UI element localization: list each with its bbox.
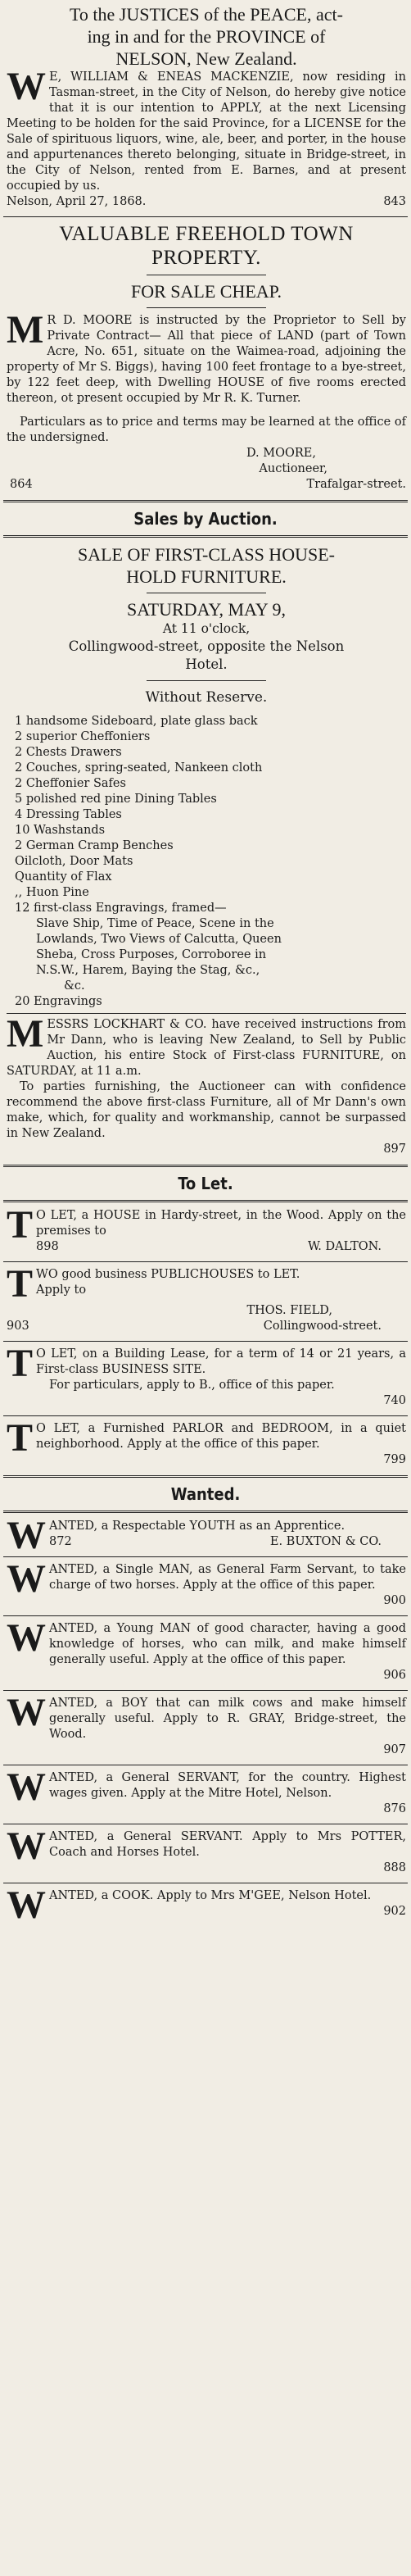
ad-signature: W. DALTON.: [307, 1240, 382, 1253]
ad-text: ANTED, a Single MAN, as General Farm Servant, to take charge of two horses. Apply at the office of this paper.: [49, 1563, 406, 1592]
signature-title: Auctioneer,: [259, 462, 327, 475]
ad-footer: [49, 1534, 406, 1550]
divider: [7, 1013, 406, 1014]
ad-body: [7, 1691, 406, 1742]
ad-number: 907: [383, 1743, 406, 1756]
freehold-ad: [3, 220, 408, 496]
ad-text: ANTED, a Young MAN of good character, having a good knowledge of horses, who can milk, and make himself generally useful. Apply at the office of this paper.: [49, 1622, 406, 1666]
auction-item-list: [7, 714, 406, 916]
dropcap: T: [7, 1416, 34, 1460]
ad-address: Collingwood-street.: [263, 1320, 382, 1333]
ad-number: 903: [7, 1320, 29, 1333]
auction-body-2: To parties furnishing, the Auctioneer can with confidence recommend the above first-class Furniture, all of Mr Dann's own make, which, for quality and workmanship, cannot be surpassed in New Zealand.: [7, 1080, 406, 1140]
dropcap: W: [7, 1616, 46, 1660]
ad-number: 876: [383, 1802, 406, 1815]
ad-text: ANTED, a BOY that can milk cows and make himself generally useful. Apply to R. GRAY, Bridge-street, the Wood.: [49, 1697, 406, 1741]
list-item: Oilcloth, Door Mats: [15, 855, 133, 868]
auction-date: SATURDAY, MAY 9,: [127, 599, 286, 620]
dropcap: W: [7, 1557, 46, 1601]
list-item: 2 superior Cheffoniers: [15, 730, 151, 743]
list-item: 12 first-class Engravings, framed—: [15, 902, 227, 915]
ad-text: ANTED, a Respectable YOUTH as an Apprentice.: [49, 1520, 346, 1533]
wanted-ad-7: [3, 1883, 408, 1927]
divider: [3, 1511, 408, 1513]
divider: [3, 1165, 408, 1167]
dropcap: W: [7, 1514, 46, 1557]
divider: [3, 1415, 408, 1416]
dropcap: T: [7, 1203, 34, 1247]
auction-time: At 11 o'clock,: [162, 621, 251, 636]
list-item: ,, Huon Pine: [15, 886, 89, 899]
engraving-list: [7, 916, 406, 994]
to-let-ad-4: [3, 1416, 408, 1471]
ad-signature: THOS. FIELD,: [246, 1304, 332, 1317]
dropcap: W: [7, 1691, 46, 1734]
list-item: 5 polished red pine Dining Tables: [15, 793, 217, 806]
notice-heading-line2: ing in and for the PROVINCE of: [87, 26, 326, 47]
divider: [3, 535, 408, 538]
ad-number: 897: [383, 1143, 406, 1156]
notice-heading-line3: NELSON, New Zealand.: [115, 48, 297, 69]
justices-notice: [3, 2, 408, 213]
auction-place-line2: Hotel.: [185, 656, 228, 672]
engraving-item: &c.: [64, 979, 85, 993]
ad-number: 906: [383, 1669, 406, 1682]
ad-number: 799: [383, 1453, 406, 1466]
ad-text: ANTED, a General SERVANT. Apply to Mrs POTTER, Coach and Horses Hotel.: [49, 1830, 406, 1859]
list-item: 1 handsome Sideboard, plate glass back: [15, 715, 258, 728]
engraving-item: Sheba, Cross Purposes, Corroboree in: [36, 948, 267, 961]
ad-title-line1: VALUABLE FREEHOLD TOWN: [59, 223, 354, 245]
divider: [3, 1615, 408, 1616]
engraving-item: N.S.W., Harem, Baying the Stag, &c.,: [36, 964, 260, 977]
notice-text: E, WILLIAM & ENEAS MACKENZIE, now residing in Tasman-street, in the City of Nelson, do hereby give notice that it is our intention to APPLY, at the next Licensing Meeting to be holden for the said Province, for a LICENSE for the Sale of spirituous liquors, wine, ale, beer, and porter, in the house and appurtenances thereto belonging, situate in Bridge-street, in the City of Nelson, rented from E. Barnes, and at present occupied by us.: [7, 70, 406, 193]
divider: [3, 1690, 408, 1691]
to-let-ad-1: [3, 1203, 408, 1258]
engraving-item: Slave Ship, Time of Peace, Scene in the: [36, 917, 274, 930]
auction-ad: [3, 542, 408, 1161]
divider: [3, 1475, 408, 1478]
divider: [3, 500, 408, 502]
list-item: 2 German Cramp Benches: [15, 839, 174, 852]
dropcap: W: [7, 65, 46, 108]
auction-body: [7, 1012, 406, 1079]
ad-number: 888: [383, 1861, 406, 1874]
short-divider: [147, 307, 266, 308]
section-heading-to-let: To Let.: [178, 1174, 233, 1193]
ad-number: 902: [383, 1905, 406, 1918]
list-item: 2 Chests Drawers: [15, 746, 122, 759]
wanted-ad-5: [3, 1765, 408, 1820]
ad-footer: [36, 1239, 406, 1255]
auction-place-line1: Collingwood-street, opposite the Nelson: [68, 638, 345, 654]
dropcap: M: [7, 308, 44, 352]
dropcap: W: [7, 1765, 46, 1809]
ad-text: WO good business PUBLICHOUSES to LET.: [36, 1268, 300, 1281]
section-heading-wanted: Wanted.: [170, 1484, 241, 1504]
short-divider: [147, 680, 266, 681]
dropcap: M: [7, 1012, 44, 1056]
ad-text: O LET, a Furnished PARLOR and BEDROOM, in a quiet neighborhood. Apply at the office of this paper.: [36, 1422, 406, 1451]
divider: [3, 1261, 408, 1262]
ad-number: 898: [36, 1240, 59, 1253]
ad-signature: E. BUXTON & CO.: [269, 1535, 382, 1548]
ad-text: R D. MOORE is instructed by the Proprietor to Sell by Private Contract— All that piece of LAND (part of Town Acre, No. 651, situate on the Waimea-road, adjoining the property of Mr S. Biggs), having 100 feet frontage to a bye-street, by 122 feet deep, with Dwelling HOUSE of five rooms erected thereon, ot present occupied by Mr R. K. Turner.: [7, 314, 406, 405]
ad-text: ANTED, a COOK. Apply to Mrs M'GEE, Nelson Hotel.: [49, 1889, 372, 1902]
ad-body: [7, 1616, 406, 1668]
ad-subtitle: FOR SALE CHEAP.: [131, 281, 282, 302]
wanted-ad-1: [3, 1514, 408, 1557]
auction-title-line1: SALE OF FIRST-CLASS HOUSE-: [78, 544, 335, 565]
signature-name: D. MOORE,: [246, 447, 316, 460]
auction-reserve: Without Reserve.: [145, 689, 268, 706]
notice-date: Nelson, April 27, 1868.: [7, 195, 147, 208]
wanted-ad-2: [3, 1557, 408, 1612]
ad-text: O LET, a HOUSE in Hardy-street, in the Wood. Apply on the premises to: [36, 1209, 406, 1238]
to-let-ad-3: [3, 1342, 408, 1412]
auction-title-line2: HOLD FURNITURE.: [126, 566, 287, 587]
ad-number: 900: [383, 1594, 406, 1607]
list-item: 10 Washstands: [15, 824, 106, 837]
ad-text: O LET, on a Building Lease, for a term of 14 or 21 years, a First-class BUSINESS SITE.: [36, 1347, 406, 1376]
list-item: Quantity of Flax: [15, 870, 112, 884]
ad-number: 843: [383, 195, 406, 208]
ad-footer: [7, 1319, 406, 1334]
section-heading-auction: Sales by Auction.: [133, 509, 278, 529]
ad-footer: [7, 477, 406, 493]
ad-body: [7, 308, 406, 407]
ad-particulars: Particulars as to price and terms may be learned at the office of the undersigned.: [7, 416, 406, 444]
wanted-ad-4: [3, 1691, 408, 1761]
ad-number: 740: [383, 1394, 406, 1407]
list-item: 2 Couches, spring-seated, Nankeen cloth: [15, 761, 263, 775]
divider: [3, 1341, 408, 1342]
ad-text: ANTED, a General SERVANT, for the country. Highest wages given. Apply at the Mitre Hotel, Nelson.: [49, 1771, 406, 1800]
ad-number: 872: [49, 1535, 72, 1548]
ad-body-2: For particulars, apply to B., office of this paper.: [49, 1379, 335, 1392]
dropcap: W: [7, 1883, 46, 1927]
ad-apply: Apply to: [36, 1283, 87, 1297]
notice-heading-line1: To the JUSTICES of the PEACE, act-: [70, 4, 343, 25]
wanted-ad-6: [3, 1824, 408, 1879]
notice-footer: [7, 194, 406, 210]
divider: [3, 216, 408, 217]
divider: [3, 1556, 408, 1557]
dropcap: T: [7, 1262, 34, 1306]
engraving-item: Lowlands, Two Views of Calcutta, Queen: [36, 933, 282, 946]
auction-text: ESSRS LOCKHART & CO. have received instructions from Mr Dann, who is leaving New Zealand, to Sell by Public Auction, his entire Stock of First-class FURNITURE, on SATURDAY, at 11 a.m.: [7, 1018, 406, 1078]
newspaper-column: [3, 0, 408, 1927]
list-item: 4 Dressing Tables: [15, 808, 122, 821]
ad-address: Trafalgar-street.: [306, 478, 406, 491]
notice-body: [7, 65, 406, 194]
dropcap: W: [7, 1824, 46, 1868]
list-item: 2 Cheffonier Safes: [15, 777, 126, 790]
ad-body: [7, 1342, 406, 1385]
ad-number: 864: [10, 478, 33, 491]
wanted-ad-3: [3, 1616, 408, 1687]
divider: [3, 1200, 408, 1202]
ad-title-line2: PROPERTY.: [151, 247, 261, 269]
list-item: 20 Engravings: [15, 995, 102, 1008]
to-let-ad-2: [3, 1262, 408, 1338]
dropcap: T: [7, 1342, 34, 1385]
